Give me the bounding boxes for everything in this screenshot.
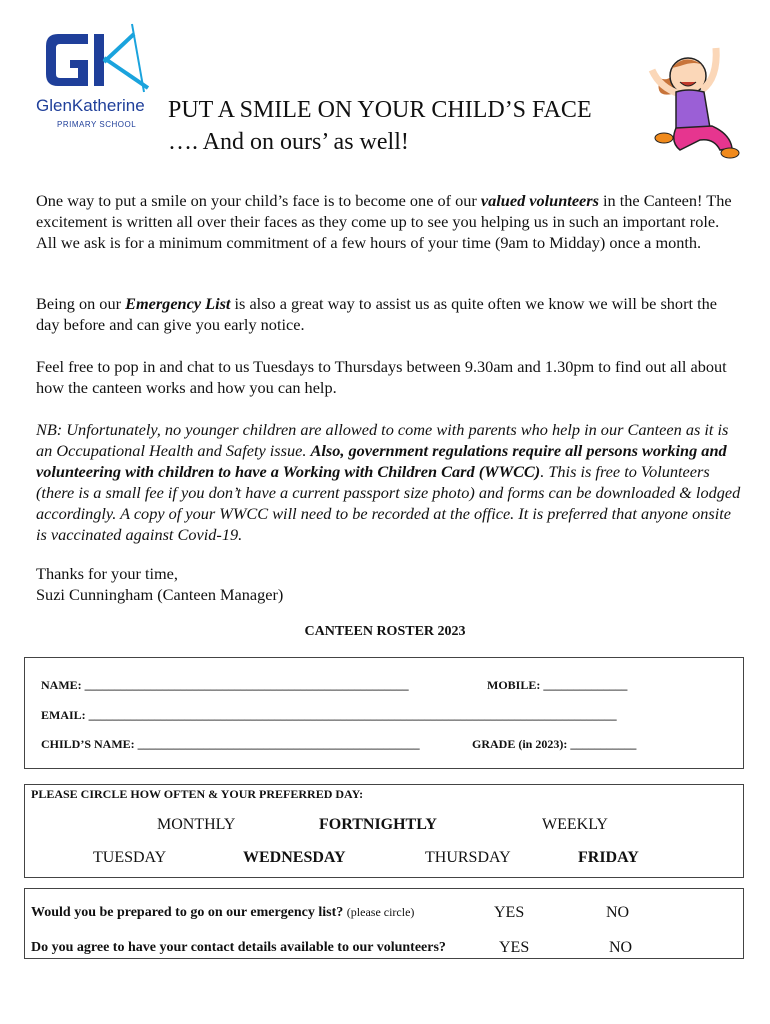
day-tuesday[interactable]: TUESDAY (93, 849, 167, 866)
option-fortnightly[interactable]: FORTNIGHTLY (319, 816, 437, 833)
page-subtitle: …. And on ours’ as well! (168, 129, 409, 155)
option-weekly[interactable]: WEEKLY (542, 816, 608, 833)
please-circle-note: (please circle) (346, 905, 415, 919)
day-wednesday[interactable]: WEDNESDAY (243, 849, 346, 866)
paragraph-nb: NB: Unfortunately, no younger children are allowed to come with parents who help in our Canteen as it is an Occupational Health and Safety issue. Also, government regulations require all persons working and volunteering with children to have a Working with Children Card (WWCC). This is free to Volunteers (there is a small fee if you don’t have a current passport size photo) and forms can be downloaded & lodged accordingly. A copy of your WWCC will need to be recorded at the office. It is preferred that anyone onsite is vaccinated against Covid-19. (36, 420, 741, 544)
paragraph-intro: One way to put a smile on your child’s face is to become one of our valued volunteers in the Canteen! The excitement is written all over their faces as they come up to see you helping us in such an important role. All we ask is for a minimum commitment of a few hours of your time (9am to Midday) once a month. (36, 191, 732, 252)
grade-field[interactable]: GRADE (in 2023): ___________ (472, 737, 637, 751)
option-monthly[interactable]: MONTHLY (157, 816, 236, 833)
email-field[interactable]: EMAIL: ________________________________________________________________________________________ (41, 708, 617, 722)
logo-brand: GlenKatherine (36, 96, 145, 115)
signature: Suzi Cunningham (Canteen Manager) (36, 585, 284, 604)
contact-form (24, 657, 744, 769)
question-emergency: Would you be prepared to go on our emergency list? (please circle) (31, 905, 415, 920)
frequency-heading: PLEASE CIRCLE HOW OFTEN & YOUR PREFERRED DAY: (31, 787, 364, 801)
thanks-line: Thanks for your time, (36, 564, 178, 583)
day-friday[interactable]: FRIDAY (578, 849, 639, 866)
roster-title: CANTEEN ROSTER 2023 (304, 624, 466, 639)
happy-child-illustration (640, 38, 750, 163)
q2-no[interactable]: NO (609, 939, 633, 956)
q1-no[interactable]: NO (606, 904, 630, 921)
question-contact-details: Do you agree to have your contact details available to our volunteers? (31, 940, 446, 955)
page-title: PUT A SMILE ON YOUR CHILD’S FACE (168, 97, 592, 123)
child-name-field[interactable]: CHILD’S NAME: _______________________________________________ (41, 737, 420, 751)
paragraph-visit: Feel free to pop in and chat to us Tuesdays to Thursdays between 9.30am and 1.30pm to find out all about how the canteen works and how you can help. (36, 357, 727, 397)
mobile-field[interactable]: MOBILE: ______________ (487, 678, 628, 692)
frequency-section (24, 784, 744, 878)
logo-subtitle: PRIMARY SCHOOL (57, 120, 137, 129)
questions-section (24, 888, 744, 959)
name-field[interactable]: NAME: ______________________________________________________ (41, 678, 409, 692)
paragraph-emergency: Being on our Emergency List is also a great way to assist us as quite often we know we will be short the day before and can give you early notice. (36, 294, 717, 334)
q2-yes[interactable]: YES (499, 939, 530, 956)
day-thursday[interactable]: THURSDAY (425, 849, 511, 866)
q1-yes[interactable]: YES (494, 904, 525, 921)
